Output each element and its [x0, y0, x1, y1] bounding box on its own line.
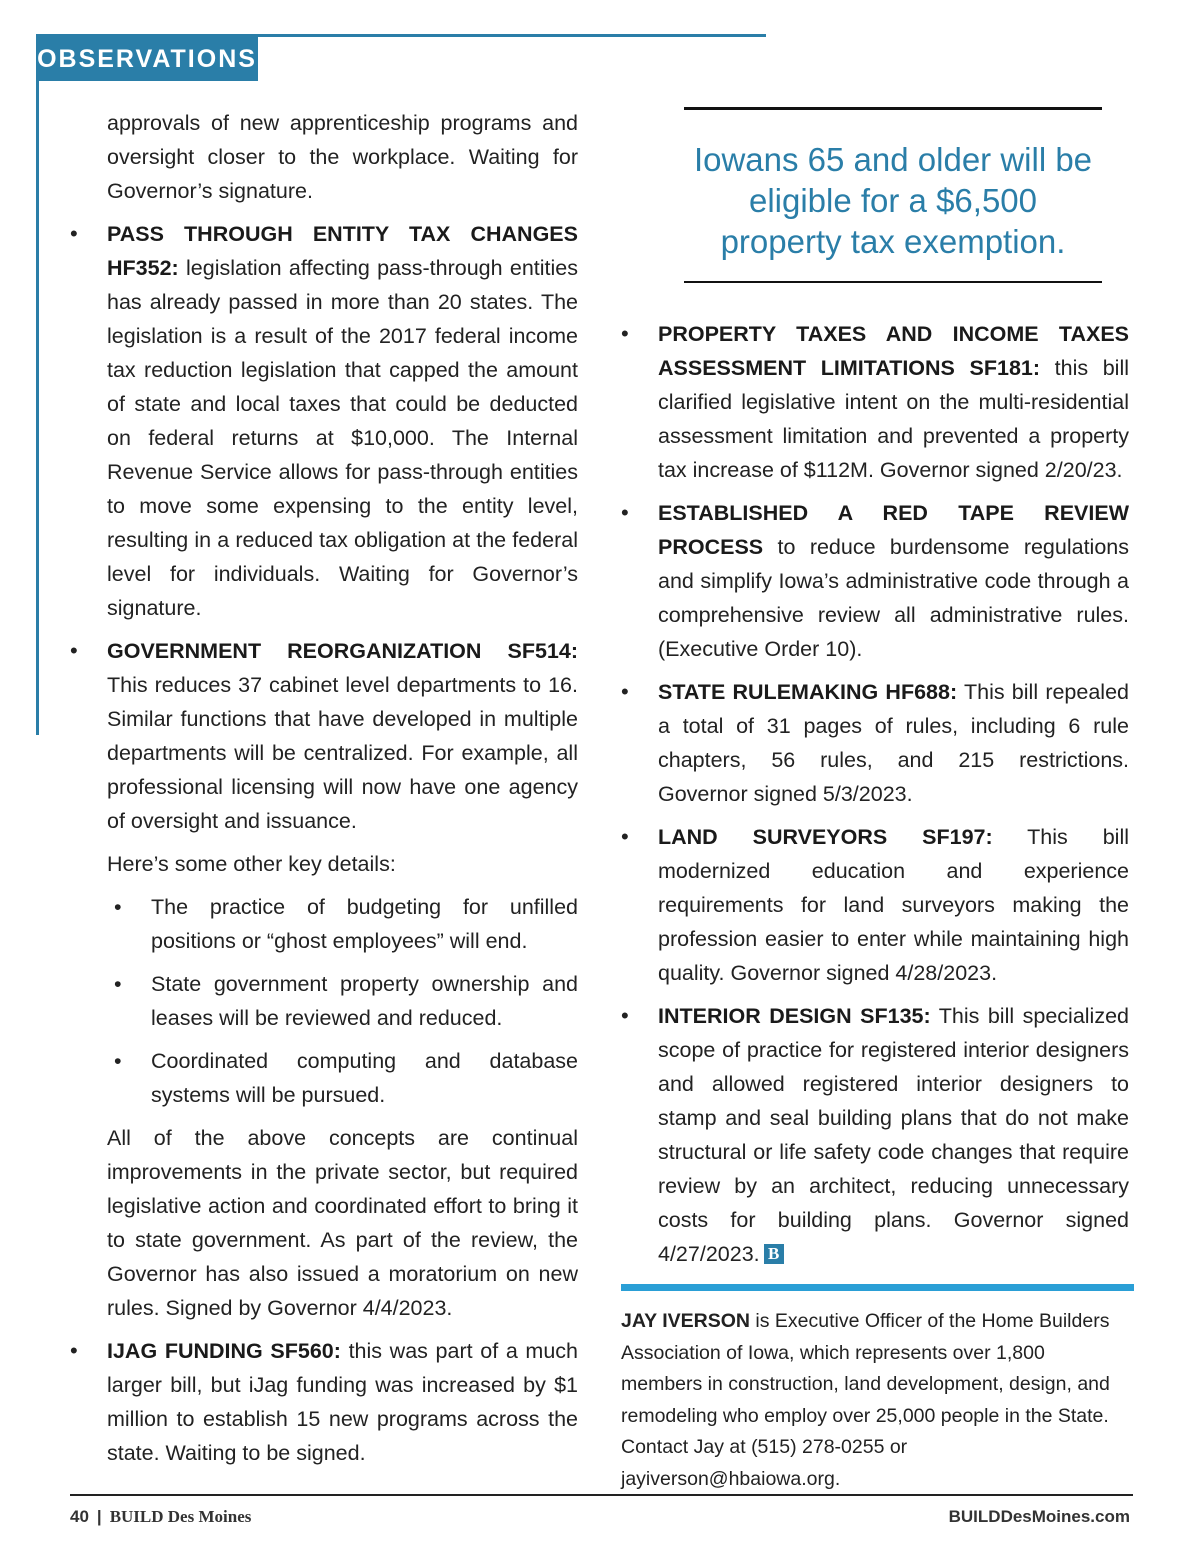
item-text: this was part of a much larger bill, but iJag funding was increased by $1 million to establish 15 new programs across the state. Waiting to be signed. [107, 1339, 578, 1465]
sidebar-rule [36, 81, 39, 735]
item-heading: GOVERNMENT REORGANIZATION SF514: [107, 639, 578, 663]
pull-quote-box [684, 107, 1102, 283]
list-item [70, 217, 578, 625]
item-text: This bill repealed a total of 31 pages of rules, including 6 rule chapters, 56 rules, and 215 restrictions. Governor signed 5/3/2023. [658, 680, 1129, 806]
item-heading: LAND SURVEYORS SF197: [658, 825, 993, 849]
item-heading: ESTABLISHED A RED TAPE REVIEW PROCESS [658, 501, 1129, 559]
item-text: this bill clarified legislative intent on the multi-residential assessment limitation and prevented a property tax increase of $112M. Governor signed 2/20/23. [658, 356, 1129, 482]
item-text: to reduce burdensome regulations and simplify Iowa’s administrative code through a comprehensive review all administrative rules. (Executive Order 10). [658, 535, 1129, 661]
list-item [621, 999, 1129, 1271]
item-text: This reduces 37 cabinet level departments to 16. Similar functions that have developed in multiple departments will be centralized. For example, all professional licensing will now have one agency of oversight and issuance. [107, 673, 578, 833]
sub-list-item: • Coordinated computing and database systems will be pursued. [70, 1044, 578, 1112]
footer-left [70, 1507, 251, 1527]
right-bullet-list [621, 317, 1129, 1271]
right-column [621, 308, 1129, 1271]
left-bullet-list [70, 217, 578, 838]
list-item [621, 675, 1129, 811]
item-heading: PASS THROUGH ENTITY TAX CHANGES HF352: [107, 222, 578, 280]
list-item [70, 1334, 578, 1470]
pull-quote: Iowans 65 and older will be eligible for a $6,500 property tax exemption. [693, 141, 1093, 260]
author-name: JAY IVERSON [621, 1310, 750, 1332]
item-heading: STATE RULEMAKING HF688: [658, 680, 958, 704]
left-final-list [70, 1334, 578, 1470]
list-item [70, 634, 578, 838]
item-heading: PROPERTY TAXES AND INCOME TAXES ASSESSMENT LIMITATIONS SF181: [658, 322, 1129, 380]
item-heading: INTERIOR DESIGN SF135: [658, 1004, 931, 1028]
bio-divider [621, 1284, 1134, 1291]
footer-rule [70, 1494, 1133, 1496]
pull-quote-top-rule [684, 107, 1102, 110]
page-number: 40 [70, 1507, 89, 1526]
sub-list-item: • State government property ownership and leases will be reviewed and reduced. [70, 967, 578, 1035]
author-bio-text: is Executive Officer of the Home Builders Association of Iowa, which represents over 1,800 members in construction, land development, design, and remodeling who employ over 25,000 people in the State. Contact Jay at (515) 278-0255 or jayiverson@hbaiowa.org. [621, 1310, 1110, 1490]
item-heading: IJAG FUNDING SF560: [107, 1339, 341, 1363]
website-link[interactable]: BUILDDesMoines.com [948, 1507, 1130, 1526]
details-intro: Here’s some other key details: [107, 852, 396, 876]
continuation-paragraph: approvals of new apprenticeship programs and oversight closer to the workplace. Waiting for Governor’s signature. [107, 111, 578, 203]
end-mark-icon: B [764, 1244, 784, 1264]
details-sub-list [70, 890, 578, 1112]
item-text: This bill specialized scope of practice for registered interior designers and allowed registered interior designers to stamp and seal building plans that do not make structural or life safety code changes that require review by an architect, reducing unnecessary costs for building plans. Governor signed 4/27/2023. [658, 1004, 1129, 1266]
list-item [621, 317, 1129, 487]
author-bio [621, 1306, 1129, 1495]
footer-separator: | [96, 1507, 102, 1526]
section-label: OBSERVATIONS [36, 37, 258, 81]
left-column [70, 106, 578, 1470]
sub-list-item: • The practice of budgeting for unfilled positions or “ghost employees” will end. [70, 890, 578, 958]
list-item [621, 820, 1129, 990]
list-item [621, 496, 1129, 666]
pull-quote-bottom-rule [684, 281, 1102, 283]
summary-paragraph: All of the above concepts are continual improvements in the private sector, but required legislative action and coordinated effort to bring it to state government. As part of the review, the Governor has also issued a moratorium on new rules. Signed by Governor 4/4/2023. [107, 1126, 578, 1320]
item-text: This bill modernized education and experience requirements for land surveyors making the profession easier to enter while maintaining high quality. Governor signed 4/28/2023. [658, 825, 1129, 985]
publication-name: BUILD Des Moines [109, 1507, 252, 1526]
item-text: legislation affecting pass-through entities has already passed in more than 20 states. The legislation is a result of the 2017 federal income tax reduction legislation that capped the amount of state and local taxes that could be deducted on federal returns at $10,000. The Internal Revenue Service allows for pass-through entities to move some expensing to the entity level, resulting in a reduced tax obligation at the federal level for individuals. Waiting for Governor’s signature. [107, 256, 578, 620]
